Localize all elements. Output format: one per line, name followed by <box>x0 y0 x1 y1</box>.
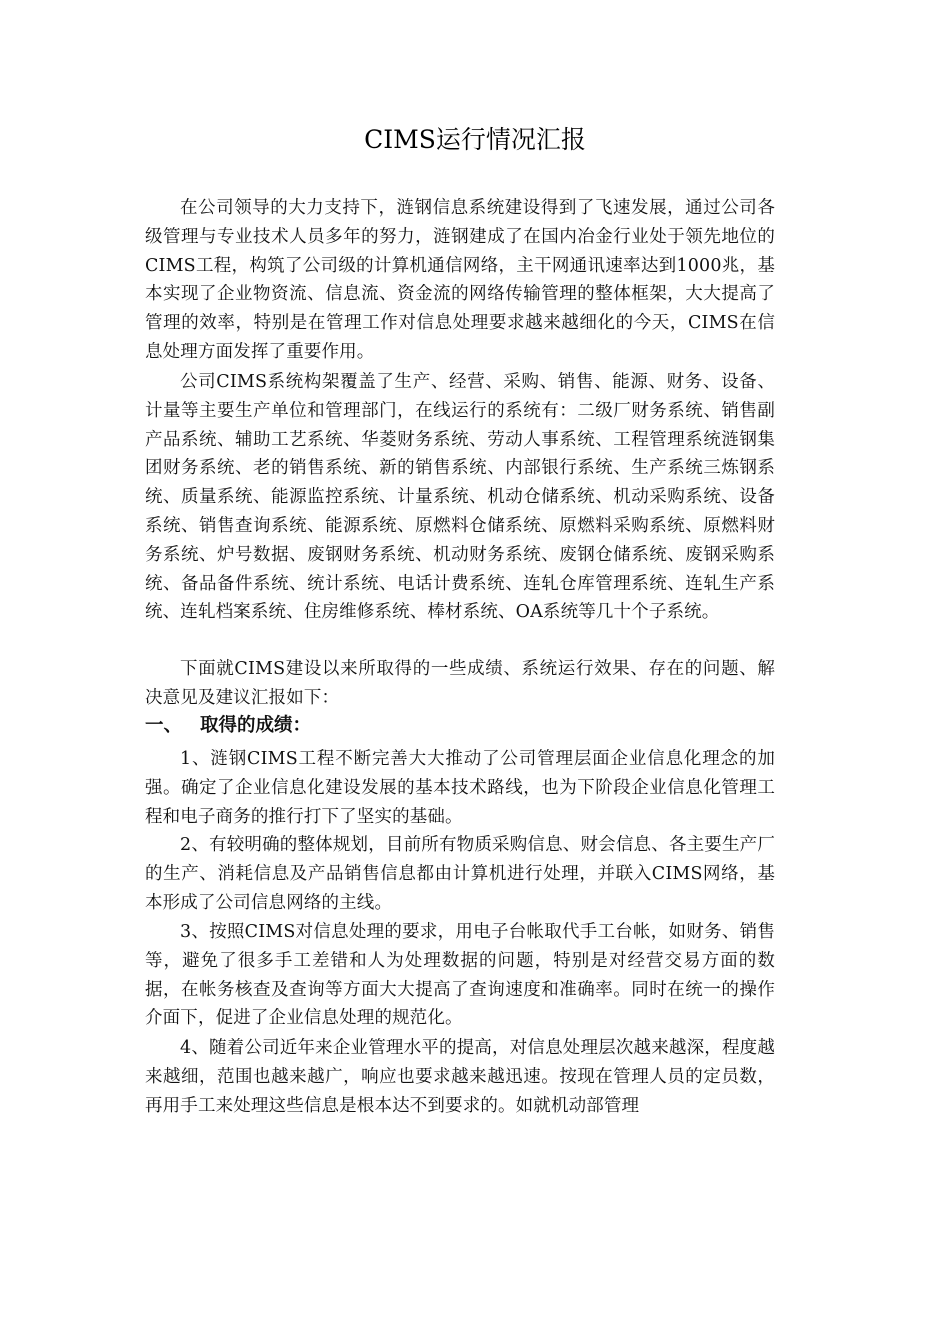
intro-paragraph: 在公司领导的大力支持下，涟钢信息系统建设得到了飞速发展，通过公司各级管理与专业技术人员多年的努力，涟钢建成了在国内冶金行业处于领先地位的CIMS工程，构筑了公司级的计算机通信网络，主干网通讯速率达到1000兆，基本实现了企业物资流、信息流、资金流的网络传输管理的整体框架，大大提高了管理的效率，特别是在管理工作对信息处理要求越来越细化的今天，CIMS在信息处理方面发挥了重要作用。 <box>145 198 775 362</box>
achievement-item-1: 1、涟钢CIMS工程不断完善大大推动了公司管理层面企业信息化理念的加强。确定了企业信息化建设发展的基本技术路线，也为下阶段企业信息化管理工程和电子商务的推行打下了坚实的基础。 <box>145 749 775 827</box>
achievement-item-4: 4、随着公司近年来企业管理水平的提高，对信息处理层次越来越深，程度越来越细，范围也越来越广，响应也要求越来越迅速。按现在管理人员的定员数，再用手工来处理这些信息是根本达不到要求的。如就机动部管理 <box>145 1038 775 1116</box>
section-heading-text: 取得的成绩： <box>200 715 312 736</box>
achievement-item-2: 2、有较明确的整体规划，目前所有物质采购信息、财会信息、各主要生产厂的生产、消耗信息及产品销售信息都由计算机进行处理，并联入CIMS网络，基本形成了公司信息网络的主线。 <box>145 835 775 913</box>
achievement-item-3: 3、按照CIMS对信息处理的要求，用电子台帐取代手工台帐，如财务、销售等，避免了很多手工差错和人为处理数据的问题，特别是对经营交易方面的数据，在帐务核查及查询等方面大大提高了查询速度和准确率。同时在统一的操作介面下，促进了企业信息处理的规范化。 <box>145 922 775 1029</box>
systems-paragraph: 公司CIMS系统构架覆盖了生产、经营、采购、销售、能源、财务、设备、计量等主要生产单位和管理部门，在线运行的系统有：二级厂财务系统、销售副产品系统、辅助工艺系统、华菱财务系统、劳动人事系统、工程管理系统涟钢集团财务系统、老的销售系统、新的销售系统、内部银行系统、生产系统三炼钢系统、质量系统、能源监控系统、计量系统、机动仓储系统、机动采购系统、设备系统、销售查询系统、能源系统、原燃料仓储系统、原燃料采购系统、原燃料财务系统、炉号数据、废钢财务系统、机动财务系统、废钢仓储系统、废钢采购系统、备品备件系统、统计系统、电话计费系统、连轧仓库管理系统、连轧生产系统、连轧档案系统、住房维修系统、棒材系统、OA系统等几十个子系统。 <box>145 372 775 623</box>
section-number: 一、 <box>145 715 183 736</box>
section-heading <box>145 712 775 740</box>
document-title: CIMS运行情况汇报 <box>364 125 586 154</box>
summary-paragraph: 下面就CIMS建设以来所取得的一些成绩、系统运行效果、存在的问题、解决意见及建议汇报如下： <box>145 659 775 708</box>
